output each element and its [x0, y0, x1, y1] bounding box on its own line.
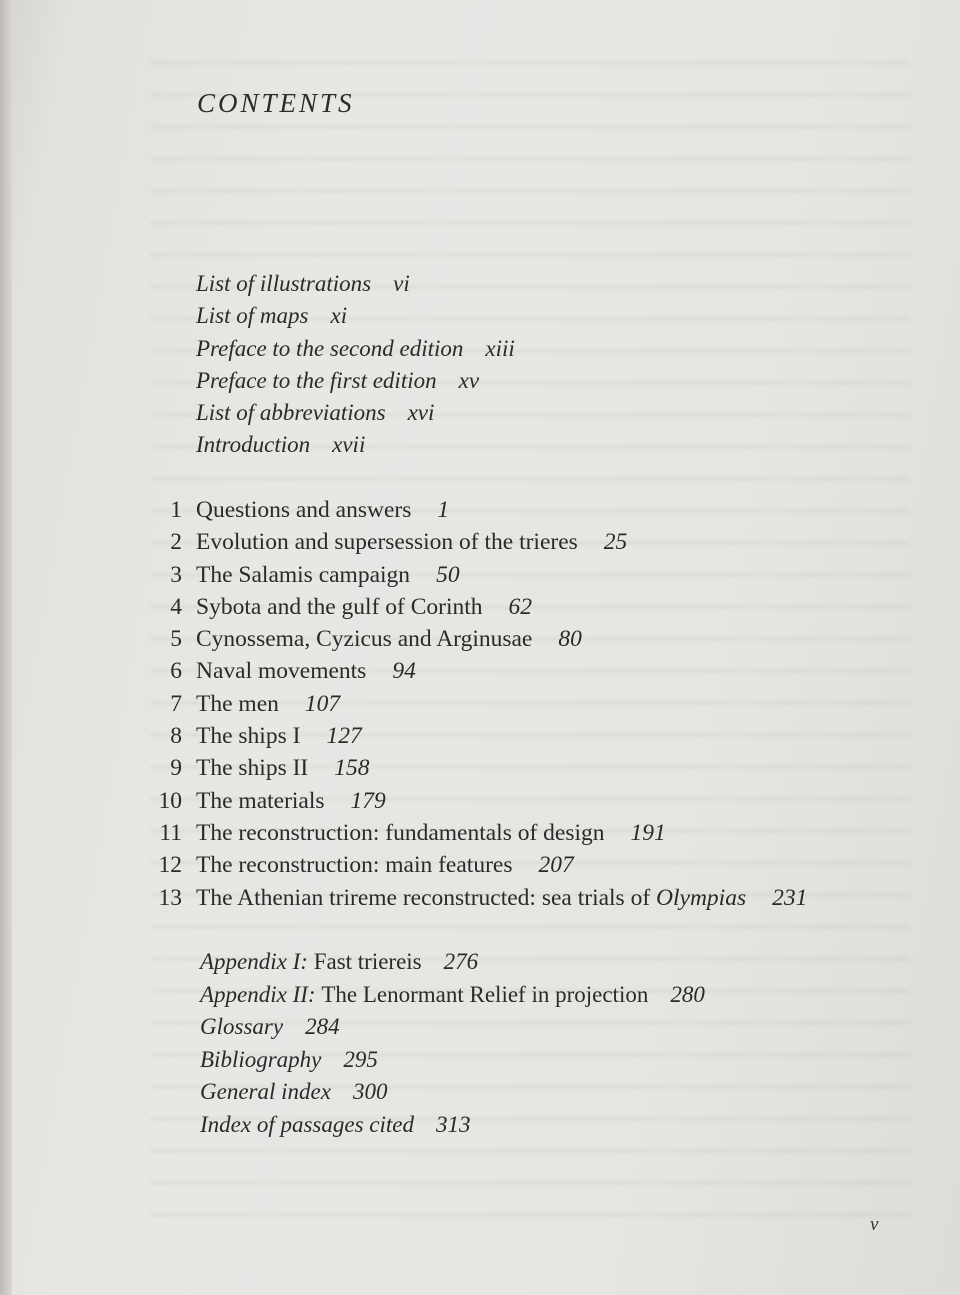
chapter-entry — [150, 526, 807, 558]
chapter-list — [150, 494, 807, 914]
toc-entry — [196, 333, 515, 365]
toc-entry-page: 295 — [343, 1046, 378, 1072]
chapter-number: 13 — [158, 884, 182, 911]
page-title: CONTENTS — [197, 88, 355, 118]
chapter-page: 207 — [538, 852, 574, 879]
page-number: v — [870, 1214, 879, 1235]
page-edge — [0, 0, 12, 1295]
toc-entry — [196, 429, 515, 461]
toc-entry-page: 284 — [305, 1014, 340, 1039]
appendix-label: Appendix II: — [200, 981, 316, 1007]
toc-entry — [200, 1109, 705, 1142]
chapter-entry — [150, 688, 807, 720]
chapter-number: 3 — [170, 561, 182, 588]
chapter-number: 11 — [159, 819, 182, 846]
toc-entry-title: General index — [200, 1079, 331, 1104]
chapter-number: 9 — [170, 755, 182, 782]
chapter-entry — [150, 817, 807, 849]
appendix-label: Appendix I: — [200, 949, 308, 974]
toc-entry-page: 276 — [443, 949, 479, 974]
toc-entry-title: Fast triereis — [313, 949, 422, 974]
chapter-entry — [150, 655, 807, 687]
toc-entry-page: 313 — [435, 1111, 471, 1137]
chapter-entry — [150, 494, 807, 526]
toc-entry-page: xv — [458, 367, 480, 393]
toc-entry-page: xiii — [485, 335, 515, 361]
chapter-entry — [150, 785, 807, 817]
chapter-entry — [150, 623, 807, 655]
toc-entry-page: xi — [330, 303, 348, 329]
chapter-page: 94 — [392, 658, 416, 685]
chapter-title: The Salamis campaign — [196, 561, 411, 588]
back-matter-list — [200, 946, 705, 1141]
chapter-title: The ships II — [196, 755, 309, 782]
chapter-page: 62 — [508, 593, 533, 620]
chapter-page: 50 — [436, 561, 460, 588]
chapter-title: Naval movements — [196, 658, 367, 685]
toc-entry-title: Preface to the first edition — [196, 367, 437, 393]
toc-entry-title: List of maps — [196, 303, 309, 329]
toc-entry — [200, 979, 705, 1012]
toc-entry-title: Glossary — [200, 1014, 284, 1039]
chapter-title: Questions and answers — [196, 497, 412, 523]
chapter-page: 80 — [558, 626, 582, 653]
toc-entry — [200, 946, 705, 979]
toc-entry-title: Preface to the second edition — [196, 335, 464, 361]
toc-entry-page: 280 — [670, 981, 705, 1007]
chapter-page: 127 — [326, 723, 362, 750]
chapter-title: The materials — [196, 787, 325, 814]
chapter-entry — [150, 752, 807, 784]
chapter-entry — [150, 591, 807, 623]
chapter-number: 4 — [170, 593, 182, 620]
chapter-title: Sybota and the gulf of Corinth — [196, 593, 483, 620]
chapter-number: 1 — [170, 497, 182, 523]
chapter-page: 231 — [772, 884, 808, 911]
toc-entry — [200, 1011, 705, 1044]
toc-entry — [200, 1044, 705, 1077]
chapter-page: 1 — [437, 497, 450, 523]
toc-entry-page: xvi — [407, 400, 435, 426]
toc-entry-title: Index of passages cited — [200, 1111, 414, 1137]
chapter-page: 191 — [630, 819, 666, 846]
chapter-number: 2 — [170, 529, 182, 556]
toc-entry-title: Bibliography — [200, 1046, 322, 1072]
toc-entry — [200, 1076, 705, 1109]
chapter-page: 158 — [334, 755, 370, 782]
toc-entry-page: xvii — [332, 432, 366, 458]
chapter-title: Cynossema, Cyzicus and Arginusae — [196, 626, 533, 653]
chapter-number: 6 — [170, 658, 182, 685]
toc-entry — [196, 268, 515, 300]
chapter-page: 179 — [350, 787, 386, 814]
front-matter-list — [196, 268, 515, 462]
toc-entry — [196, 365, 515, 397]
chapter-title: The ships I — [196, 723, 301, 750]
chapter-number: 7 — [170, 690, 182, 717]
toc-entry-title: List of abbreviations — [196, 400, 386, 426]
chapter-entry — [150, 849, 807, 881]
chapter-title: The reconstruction: fundamentals of design — [196, 819, 605, 846]
chapter-title: The reconstruction: main features — [196, 852, 513, 879]
chapter-entry — [150, 882, 807, 914]
toc-entry-title: The Lenormant Relief in projection — [321, 981, 649, 1007]
chapter-title-ship-name: Olympias — [656, 884, 747, 911]
chapter-title: The Athenian trireme reconstructed: sea trials of — [196, 884, 651, 911]
toc-entry-title: List of illustrations — [196, 271, 372, 296]
toc-entry-page: 300 — [352, 1079, 388, 1104]
chapter-title: Evolution and supersession of the trieres — [196, 529, 578, 556]
toc-entry — [196, 397, 515, 429]
chapter-entry — [150, 559, 807, 591]
chapter-entry — [150, 720, 807, 752]
chapter-page: 107 — [304, 690, 341, 717]
toc-entry — [196, 300, 515, 332]
chapter-title: The men — [196, 690, 279, 717]
chapter-number: 5 — [170, 626, 182, 653]
chapter-page: 25 — [603, 529, 628, 556]
chapter-number: 8 — [170, 723, 182, 750]
chapter-number: 10 — [158, 787, 182, 814]
toc-entry-title: Introduction — [196, 432, 311, 458]
chapter-number: 12 — [158, 852, 182, 879]
toc-entry-page: vi — [393, 271, 410, 296]
